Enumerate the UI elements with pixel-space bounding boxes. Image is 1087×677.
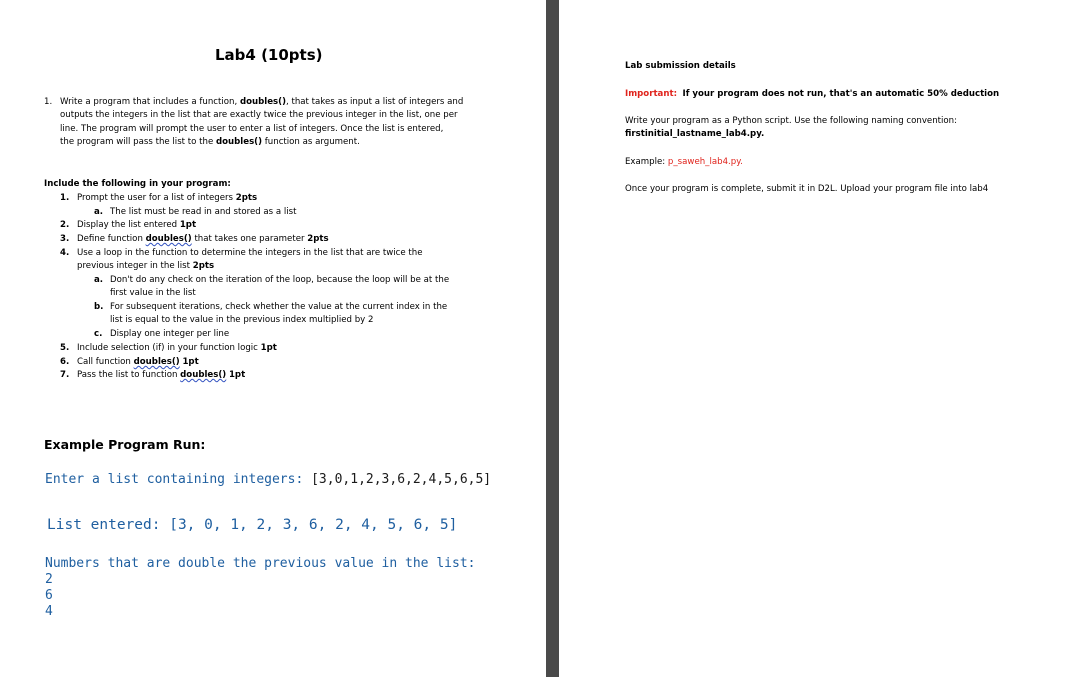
output-value: 2	[45, 572, 53, 587]
requirement-item: 3. Define function doubles() that takes one parameter 2pts	[60, 234, 329, 244]
function-name: doubles()	[145, 234, 192, 244]
function-name: doubles()	[180, 370, 227, 380]
sub-item: b. For subsequent iterations, check whether the value at the current index in the list is equal to the value in the previous index multiplied by 2	[94, 302, 448, 326]
question-line: line. The program will prompt the user to enter a list of integers. Once the list is entered,	[60, 123, 444, 134]
requirement-item: 7. Pass the list to function doubles() 1pt	[60, 370, 246, 380]
question-number: 1.	[44, 97, 53, 107]
output-value: 4	[45, 604, 53, 619]
important-note: Important: If your program does not run, that's an automatic 50% deduction	[625, 89, 1000, 99]
sub-item: a. The list must be read in and stored as a list	[94, 207, 297, 217]
requirement-item: 5. Include selection (if) in your function logic 1pt	[60, 343, 277, 353]
question-1	[44, 96, 484, 150]
sub-item: a. Don't do any check on the iteration of the loop, because the loop will be at the first value in the list	[94, 275, 450, 299]
include-heading: Include the following in your program:	[44, 179, 231, 189]
page-title: Lab4 (10pts)	[215, 46, 323, 64]
question-line: Write a program that includes a function, doubles(), that takes as input a list of integers and	[60, 97, 464, 107]
submission-heading: Lab submission details	[625, 61, 736, 71]
submit-instructions: Once your program is complete, submit it in D2L. Upload your program file into lab4	[625, 184, 989, 194]
naming-example: Example: p_saweh_lab4.py.	[625, 157, 743, 167]
requirement-item: 6. Call function doubles() 1pt	[60, 357, 199, 367]
example-filename: p_saweh_lab4.py.	[667, 157, 743, 167]
naming-convention: Write your program as a Python script. Use the following naming convention: firstinitial_lastname_lab4.py.	[625, 116, 957, 139]
list-entered-line: List entered: [3, 0, 1, 2, 3, 6, 2, 4, 5, 6, 5]	[47, 517, 458, 533]
important-label: Important:	[625, 89, 678, 99]
requirement-item: 1. Prompt the user for a list of integers 2pts	[60, 193, 258, 203]
run-prompt-line: Enter a list containing integers: [3,0,1,2,3,6,2,4,5,6,5]	[45, 472, 492, 487]
right-document-page	[559, 0, 1087, 677]
requirement-item: 4. Use a loop in the function to determine the integers in the list that are twice the previous integer in the list 2pts	[60, 248, 423, 272]
doubles-label-line: Numbers that are double the previous value in the list:	[45, 556, 476, 571]
page-divider	[546, 0, 559, 677]
question-line: the program will pass the list to the doubles() function as argument.	[60, 137, 360, 148]
requirement-item: 2. Display the list entered 1pt	[60, 220, 197, 230]
question-line: outputs the integers in the list that are exactly twice the previous integer in the list, one per	[60, 110, 458, 121]
output-value: 6	[45, 588, 53, 603]
sub-item: c. Display one integer per line	[94, 329, 230, 339]
example-heading: Example Program Run:	[44, 437, 206, 452]
function-name: doubles()	[133, 357, 180, 367]
